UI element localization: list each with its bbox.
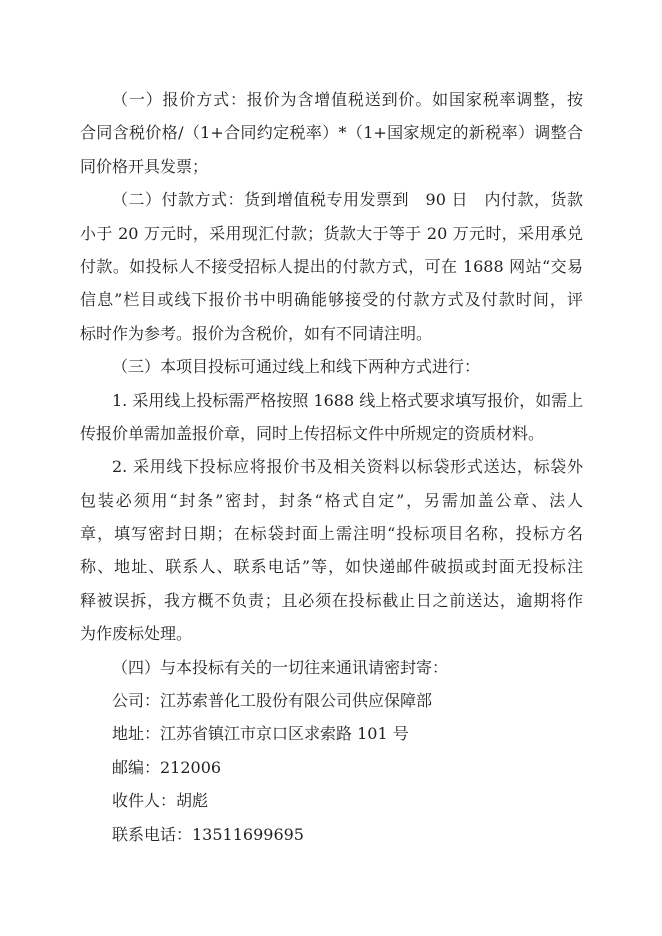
- paragraph: [80, 722, 583, 755]
- text-line: 公司：江苏索普化工股份有限公司供应保障部: [112, 691, 433, 711]
- text-line: 地址：江苏省镇江市京口区求索路 101 号: [112, 724, 409, 744]
- text-line: 传报价单需加盖报价章，同时上传招标文件中所规定的资质材料。: [80, 423, 545, 443]
- text-line: 1. 采用线上投标需严格按照 1688 线上格式要求填写报价，如需上: [112, 390, 583, 410]
- paragraph: [80, 689, 583, 722]
- text-line: 小于 20 万元时，采用现汇付款；货款大于等于 20 万元时，采用承兑: [80, 223, 583, 243]
- text-line: 信息”栏目或线下报价书中明确能够接受的付款方式及付款时间，评: [80, 290, 583, 310]
- text-line: 2. 采用线下投标应将报价书及相关资料以标袋形式送达，标袋外: [112, 457, 583, 477]
- paragraph: [80, 455, 583, 655]
- paragraph: [80, 355, 583, 388]
- text-line: 包装必须用“封条”密封，封条“格式自定”，另需加盖公章、法人: [80, 490, 583, 510]
- paragraph: [80, 756, 583, 789]
- text-line: 章，填写密封日期；在标袋封面上需注明“投标项目名称，投标方名: [80, 524, 583, 544]
- paragraph: [80, 789, 583, 822]
- text-line: （四）与本投标有关的一切往来通讯请密封寄：: [112, 657, 449, 677]
- text-line: 联系电话：13511699695: [112, 824, 304, 844]
- paragraph: [80, 389, 583, 456]
- paragraph: [80, 88, 583, 188]
- text-line: 合同含税价格/（1+合同约定税率）*（1+国家规定的新税率）调整合: [80, 123, 583, 143]
- text-line: 同价格开具发票；: [80, 156, 209, 176]
- paragraph: [80, 823, 583, 856]
- paragraph: [80, 188, 583, 355]
- text-line: 为作废标处理。: [80, 624, 193, 644]
- document-page: [80, 88, 583, 856]
- text-line: 称、地址、联系人、联系电话”等，如快递邮件破损或封面无投标注: [80, 557, 583, 577]
- text-line: 释被误拆，我方概不负责；且必须在投标截止日之前送达，逾期将作: [80, 590, 583, 610]
- paragraph: [80, 656, 583, 689]
- text-line: 付款。如投标人不接受招标人提出的付款方式，可在 1688 网站“交易: [80, 256, 583, 276]
- text-line: 邮编：212006: [112, 757, 222, 777]
- text-line: （三）本项目投标可通过线上和线下两种方式进行：: [112, 357, 481, 377]
- text-line: 标时作为参考。报价为含税价，如有不同请注明。: [80, 323, 433, 343]
- text-line: （一）报价方式：报价为含增值税送到价。如国家税率调整，按: [112, 90, 583, 109]
- text-line: 收件人：胡彪: [112, 791, 209, 811]
- text-line: （二）付款方式：货到增值税专用发票到 90 日 内付款，货款: [112, 190, 583, 210]
